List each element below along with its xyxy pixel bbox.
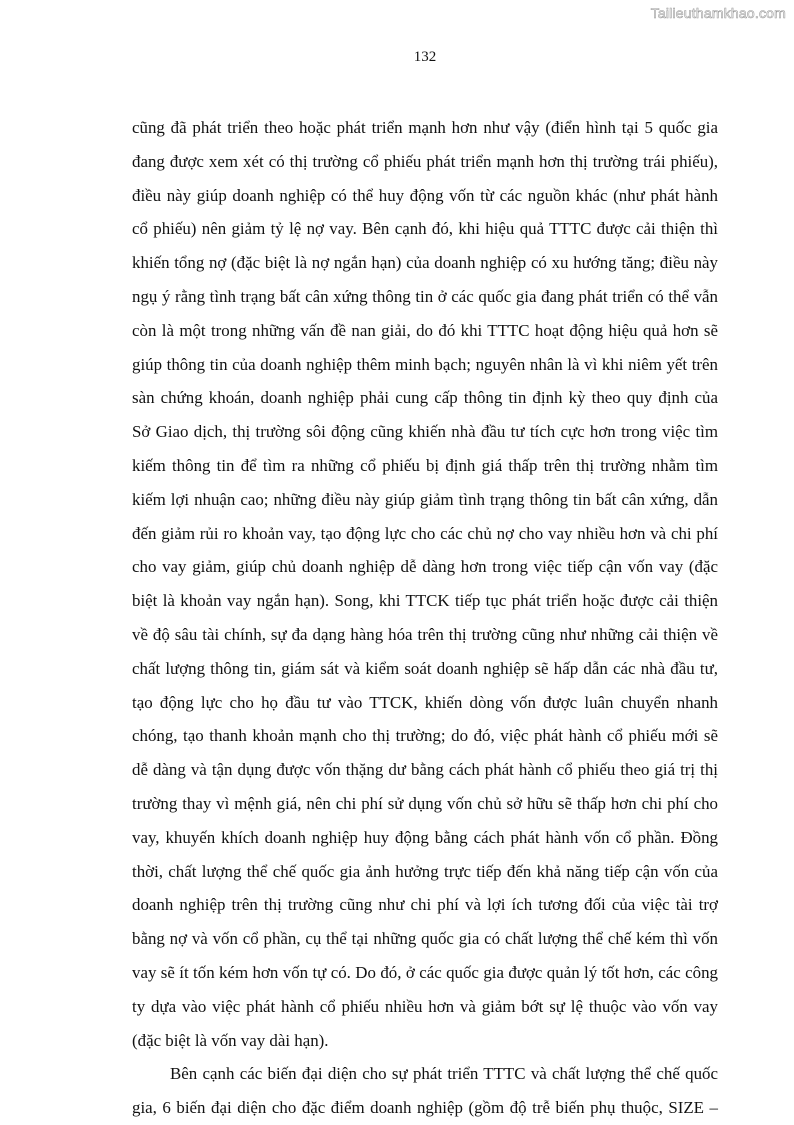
text-line: giúp thông tin của doanh nghiệp thêm minh bạch; nguyên nhân là vì khi niêm yết trên (132, 354, 718, 374)
text-line: còn là một trong những vấn đề nan giải, do đó khi TTTC hoạt động hiệu quả hơn sẽ (132, 320, 718, 340)
text-line: ty dựa vào việc phát hành cổ phiếu nhiều hơn và giảm bớt sự lệ thuộc vào vốn vay (132, 996, 718, 1016)
text-line: chóng, tạo thanh khoản mạnh cho thị trường; do đó, việc phát hành cổ phiếu mới sẽ (132, 726, 718, 746)
text-line: bằng nợ và vốn cổ phần, cụ thể tại những quốc gia có chất lượng thể chế kém thì vốn (132, 929, 718, 949)
text-line: đến giảm rủi ro khoản vay, tạo động lực cho các chủ nợ cho vay nhiều hơn và chi phí (132, 523, 718, 543)
text-line: vay, khuyến khích doanh nghiệp huy động bằng cách phát hành vốn cổ phần. Đồng (132, 827, 718, 847)
text-line: (đặc biệt là vốn vay dài hạn). (132, 1030, 329, 1050)
text-line: gia, 6 biến đại diện cho đặc điểm doanh nghiệp (gồm độ trễ biến phụ thuộc, SIZE – (132, 1098, 718, 1118)
text-line: vay sẽ ít tốn kém hơn vốn tự có. Do đó, ở các quốc gia được quản lý tốt hơn, các công (132, 962, 718, 982)
text-line: biệt là khoản vay ngắn hạn). Song, khi TTCK tiếp tục phát triển hoặc được cải thiện (132, 591, 718, 611)
text-line: kiếm thông tin để tìm ra những cổ phiếu bị định giá thấp trên thị trường nhằm tìm (132, 455, 718, 475)
text-line: kiếm lợi nhuận cao; những điều này giúp giảm tình trạng thông tin bất cân xứng, dẫn (132, 489, 718, 509)
text-line: dễ dàng và tận dụng được vốn thặng dư bằng cách phát hành cổ phiếu theo giá trị thị (132, 760, 718, 780)
text-line: sàn chứng khoán, doanh nghiệp phải cung cấp thông tin định kỳ theo quy định của (132, 388, 718, 408)
text-line: Sở Giao dịch, thị trường sôi động cũng khiến nhà đầu tư tích cực hơn trong việc tìm (132, 422, 718, 442)
text-line: cho vay giảm, giúp chủ doanh nghiệp dễ dàng hơn trong việc tiếp cận vốn vay (đặc (132, 557, 718, 577)
text-line: khiến tổng nợ (đặc biệt là nợ ngắn hạn) của doanh nghiệp có xu hướng tăng; điều này (132, 253, 718, 273)
text-line: đang được xem xét có thị trường cổ phiếu phát triển mạnh hơn thị trường trái phiếu), (132, 151, 718, 171)
text-line: cũng đã phát triển theo hoặc phát triển mạnh hơn như vậy (điển hình tại 5 quốc gia (132, 118, 718, 137)
watermark-text: Tailieuthamkhao.com (650, 5, 786, 21)
text-line: cổ phiếu) nên giảm tỷ lệ nợ vay. Bên cạnh đó, khi hiệu quả TTTC được cải thiện thì (132, 219, 718, 239)
text-line: trường thay vì mệnh giá, nên chi phí sử dụng vốn chủ sở hữu sẽ thấp hơn chi phí cho (132, 793, 718, 813)
text-line: doanh nghiệp trên thị trường cũng như chi phí và lợi ích tương đối của việc tài trợ (132, 895, 718, 915)
text-line: ngụ ý rằng tình trạng bất cân xứng thông tin ở các quốc gia đang phát triển có thể vẫn (132, 286, 718, 306)
text-line: thời, chất lượng thể chế quốc gia ảnh hưởng trực tiếp đến khả năng tiếp cận vốn của (132, 861, 718, 881)
text-line: chất lượng thông tin, giám sát và kiểm soát doanh nghiệp sẽ hấp dẫn các nhà đầu tư, (132, 658, 718, 678)
text-line: điều này giúp doanh nghiệp có thể huy động vốn từ các nguồn khác (như phát hành (132, 185, 718, 205)
paragraph-2 (132, 1057, 718, 1125)
text-line: về độ sâu tài chính, sự đa dạng hàng hóa trên thị trường cũng như những cải thiện về (132, 624, 718, 644)
text-line: Bên cạnh các biến đại diện cho sự phát triển TTTC và chất lượng thể chế quốc (170, 1064, 718, 1084)
paragraph-1 (132, 111, 718, 1057)
document-body (132, 111, 718, 1125)
page-number: 132 (413, 49, 437, 65)
text-line: tạo động lực cho họ đầu tư vào TTCK, khiến dòng vốn được luân chuyển nhanh (132, 692, 718, 712)
